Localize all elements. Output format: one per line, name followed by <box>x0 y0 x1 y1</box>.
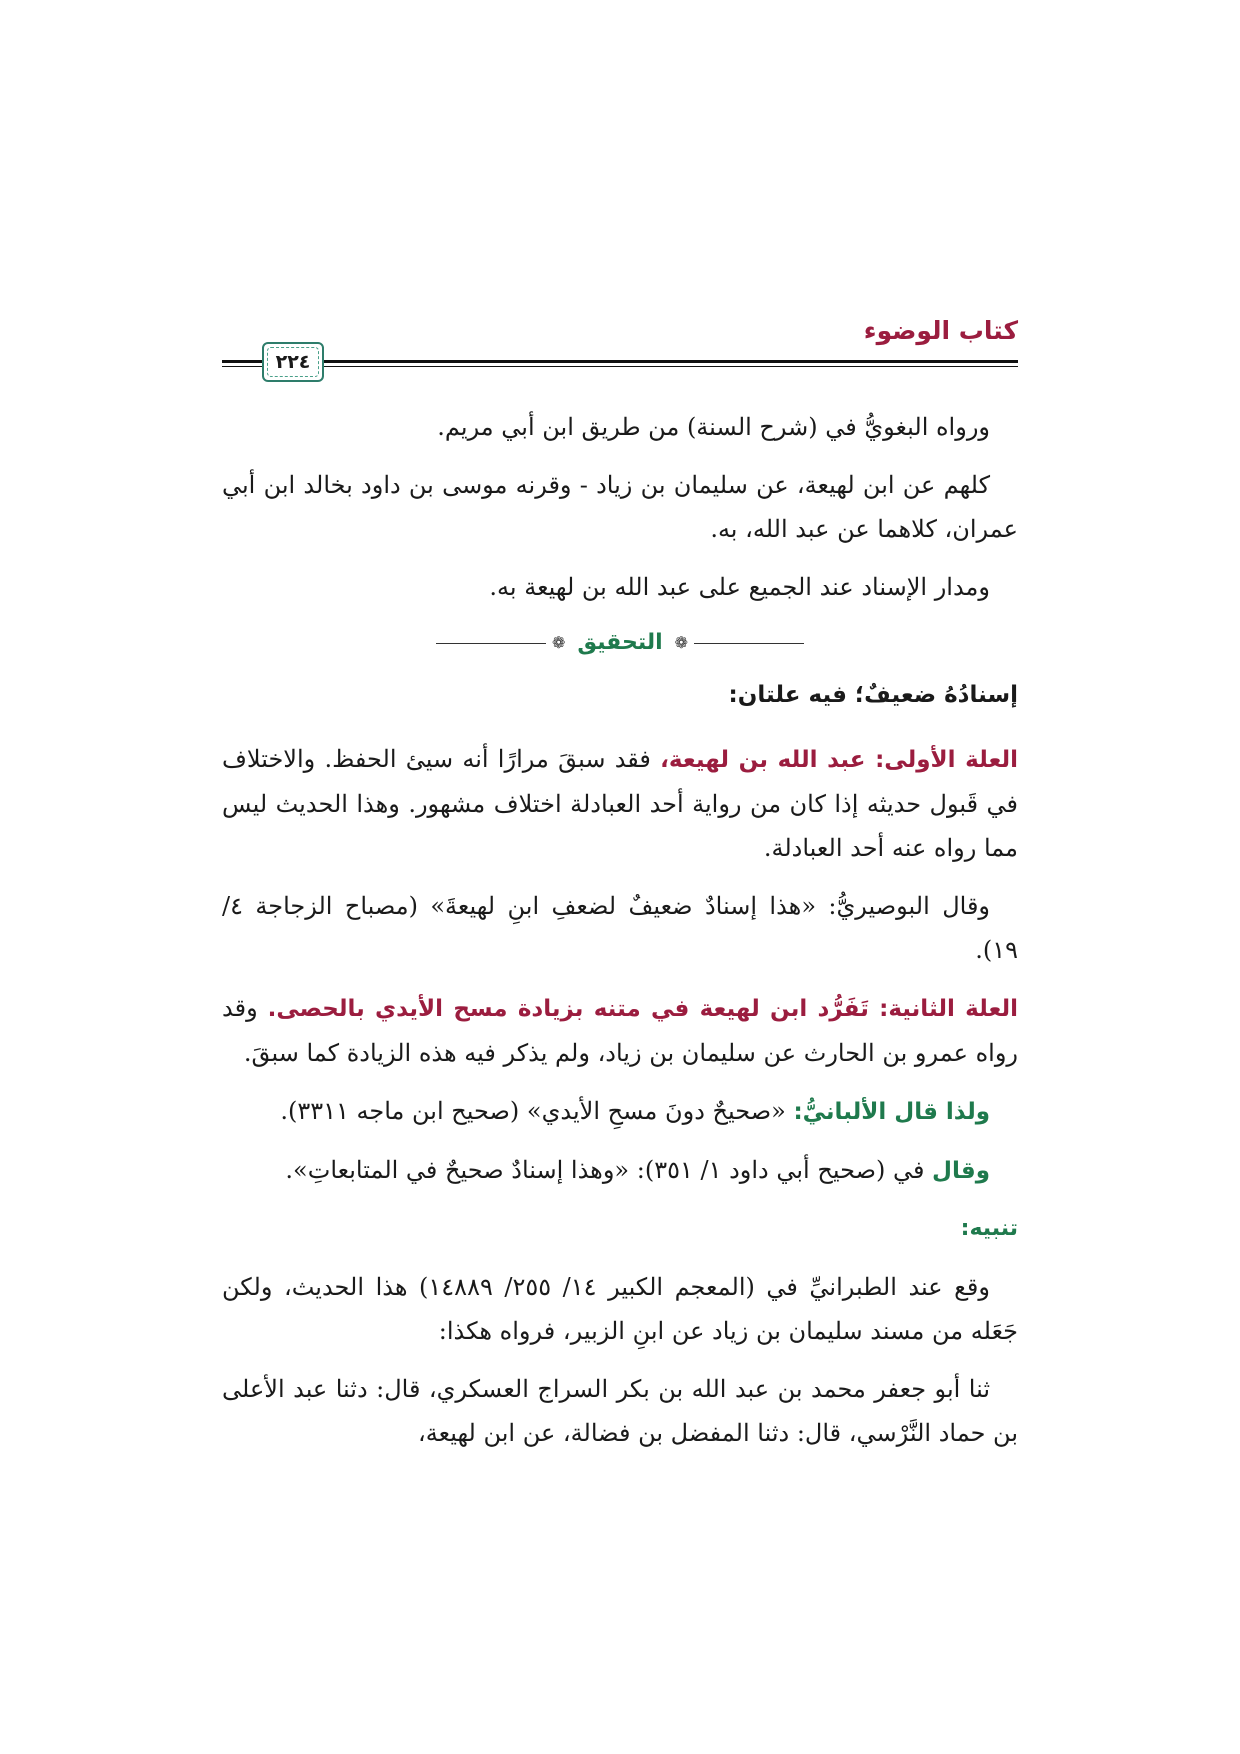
albani-1-text: «صحيحٌ دونَ مسحِ الأيدي» (صحيح ابن ماجه ٣٣١١). <box>280 1097 794 1125</box>
albani-2-label: وقال <box>932 1158 990 1184</box>
divider-ornament-right-icon: ❁ <box>674 633 689 652</box>
paragraph-1: ورواه البغويُّ في (شرح السنة) من طريق ابن أبي مريم. <box>437 413 990 441</box>
page-number: ٢٢٤ <box>275 351 311 373</box>
paragraph-illa-1 <box>222 737 1018 870</box>
illa-2-label: العلة الثانية: تَفَرُّد ابن لهيعة في متنه بزيادة مسح الأيدي بالحصى. <box>267 996 1018 1022</box>
albani-2-text: في (صحيح أبي داود ١/ ٣٥١): «وهذا إسنادٌ صحيحٌ في المتابعاتِ». <box>285 1156 933 1184</box>
page-header <box>222 316 1018 388</box>
paragraph-isnad: ثنا أبو جعفر محمد بن عبد الله بن بكر السراج العسكري، قال: دثنا عبد الأعلى بن حماد النَّرْسي، قال: دثنا المفضل بن فضالة، عن ابن لهيعة، <box>222 1375 1018 1447</box>
paragraph-albani-1 <box>222 1089 1018 1134</box>
divider-rule-left <box>436 643 546 644</box>
divider-rule-right <box>694 643 804 644</box>
header-rule <box>222 356 1018 372</box>
paragraph-busiri: وقال البوصيريُّ: «هذا إسنادٌ ضعيفٌ لضعفِ ابنِ لهيعةَ» (مصباح الزجاجة ٤/ ١٩). <box>222 892 1018 964</box>
paragraph-illa-2 <box>222 986 1018 1075</box>
tanbih-heading: تنبيه: <box>960 1216 1018 1241</box>
book-title: كتاب الوضوء <box>863 316 1018 345</box>
badge-rule-thick <box>222 360 252 363</box>
page-body <box>222 405 1018 1469</box>
albani-1-label: ولذا قال الألبانيُّ: <box>793 1099 990 1125</box>
paragraph-albani-2 <box>222 1148 1018 1193</box>
divider-ornament-left-icon: ❁ <box>551 633 566 652</box>
illa-2-text: وقد رواه عمرو بن الحارث عن سليمان بن زياد، ولم يذكر فيه هذه الزيادة كما سبقَ. <box>222 994 1018 1067</box>
section-heading: إسنادُهُ ضعيفٌ؛ فيه علتان: <box>728 682 1018 708</box>
header-rule-thick <box>222 360 1018 363</box>
section-divider <box>222 623 1018 663</box>
badge-rule-thin <box>222 366 252 367</box>
illa-1-label: العلة الأولى: عبد الله بن لهيعة، <box>660 747 1018 773</box>
divider-label: التحقيق <box>577 630 663 655</box>
page-number-badge <box>262 342 324 382</box>
paragraph-2: كلهم عن ابن لهيعة، عن سليمان بن زياد - وقرنه موسى بن داود بخالد ابن أبي عمران، كلاهما عن عبد الله، به. <box>222 471 1018 543</box>
paragraph-3: ومدار الإسناد عند الجميع على عبد الله بن لهيعة به. <box>489 573 990 601</box>
illa-1-text: فقد سبقَ مرارًا أنه سيئ الحفظ. والاختلاف في قَبول حديثه إذا كان من رواية أحد العبادلة اختلاف مشهور. وهذا الحديث ليس مما رواه عنه أحد العبادلة. <box>222 745 1018 862</box>
paragraph-tabarani: وقع عند الطبرانيِّ في (المعجم الكبير ١٤/ ٢٥٥/ ١٤٨٨٩) هذا الحديث، ولكن جَعَله من مسند سليمان بن زياد عن ابنِ الزبير، فرواه هكذا: <box>222 1273 1018 1345</box>
header-rule-thin <box>222 366 1018 367</box>
